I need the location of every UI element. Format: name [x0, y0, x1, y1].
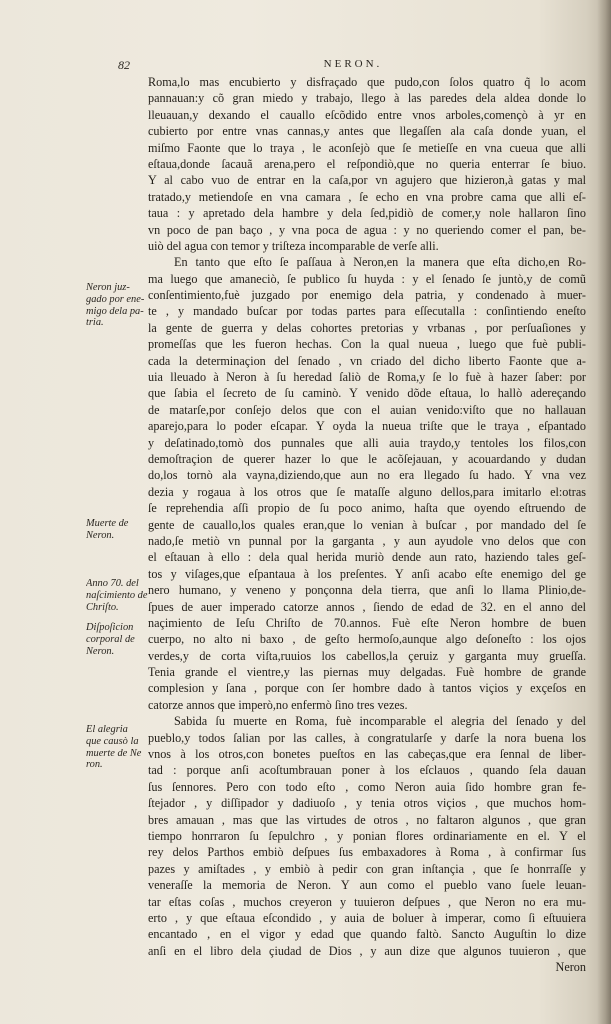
- margin-note-line: Anno 70. del: [86, 578, 139, 589]
- margin-note-line: corporal de: [86, 633, 135, 645]
- margin-note-line: naſcimiento de: [86, 589, 148, 601]
- margin-note-line: gado por ene-: [86, 293, 145, 305]
- text-line: nero humano, y veneno y ponçonna dela tierra, que anſi lo llama Plinio,de-: [148, 583, 586, 598]
- text-line: miſmo Faonte que lo traya , le aconſejò que ſe metieſſe en vna cueua que alli: [148, 140, 586, 155]
- text-line: y deſatinado,tomò dos punnales que alli auia traydo,y tentoles los filos,con: [148, 435, 586, 450]
- margin-note-line: Diſpoſicion: [86, 622, 134, 633]
- text-line: encantado , en el vigor y edad que quando faltò. Sancto Auguſtin lo dize: [148, 927, 586, 942]
- text-line: ſe reprehendia aſſi propio de ſu poco animo, haſta que oyendo eſtruendo de: [148, 501, 586, 516]
- text-line: nado,ſe metiò vn punnal por la garganta , y aun ayudole vno delos que con: [148, 533, 586, 548]
- body-text: [148, 74, 586, 975]
- text-line: de matarſe,por conſejo delos que con el auian venido:viſto que no hallauan: [148, 402, 586, 417]
- margin-note-line: muerte de Ne: [86, 747, 142, 759]
- text-line: eſtaua,donde ſacauã arena,pero el reſpondiò,que no queria enterrar ſe biuo.: [148, 156, 586, 171]
- text-line: ſtejador , y diſſipador y dadiuoſo , y tenia otros viçios , que muchos hom-: [148, 796, 586, 811]
- margin-note: [86, 282, 154, 329]
- text-line: erto , y que eſtaua eſcondido , y auia de boluer à imperar, como ſi eſtuuiera: [148, 910, 586, 925]
- text-line: catorze annos que imperò,no enfermò ſino tres vezes.: [148, 697, 408, 712]
- text-line: gente de cauallo,los quales eran,que lo venian à buſcar , por mandado del ſe: [148, 517, 586, 532]
- text-line: taua : y apretado dela hambre y dela ſed,pidiò de comer,y nole hallaron ſino: [148, 206, 586, 221]
- text-line: Tenia grande el vientre,y las piernas muy delgadas. Fuè hombre de grande: [148, 665, 586, 680]
- text-line: bres amauan , mas que las virtudes de otros , no faltaron algunos , que gran: [148, 812, 586, 827]
- text-line: Neron: [555, 960, 586, 975]
- text-line: tos y viſages,que eſpantaua à los preſentes. Y anſi acabo eſte enemigo del ge: [148, 566, 586, 581]
- text-line: dezia y rogaua à los otros que ſe mataſſe alguno dellos,para imitarlo el:otras: [148, 484, 586, 499]
- margin-note: [86, 724, 154, 771]
- text-line: ſpues de auer imperado catorze annos , ſiendo de edad de 32. en el anno del: [148, 599, 586, 614]
- text-line: cada la determinaçion del ſenado , vn criado del dicho liberto Faonte que a-: [148, 353, 586, 368]
- running-head: NERON.: [323, 58, 383, 70]
- text-line: cuerpo, no alto ni baxo , de geſto hermoſo,aunque algo deſoneſto : los ojos: [148, 632, 586, 647]
- text-line: ſus ſennores. Pero con todo eſto , como Neron auia ſido hombre gran fe-: [148, 779, 586, 794]
- text-line: do,los tornò ala vayna,diziendo,que aun no era llegado ſu hado. Y vna vez: [148, 468, 586, 483]
- margin-note: [86, 518, 154, 542]
- text-line: demoſtraçion de querer hazer lo que le acõſejauan, y acouardando y dudan: [148, 451, 586, 466]
- margin-note-line: migo dela pa-: [86, 305, 144, 317]
- margin-note-line: que causò la: [86, 735, 139, 747]
- margin-note-line: Neron.: [86, 529, 115, 541]
- text-line: que ſabia el ſecreto de ſu caminò. Y venido dõde eſtaua, lo hallò adereçando: [148, 386, 586, 401]
- text-line: veneraſſe la memoria de Neron. Y aun como el pueblo vano ſuele leuan-: [148, 878, 586, 893]
- text-line: tratado,y metiendoſe en vna camara , ſe echo en vna probre cama que alli eſ-: [148, 189, 586, 204]
- text-line: complesion y ſana , porque con ſer hombre dado à tantos viçios y exçeſos en: [148, 681, 586, 696]
- margin-note: [86, 622, 154, 657]
- margin-note-line: Neron juz-: [86, 282, 130, 293]
- text-line: la gente de guerra y delas cohortes pretorias y vrbanas , por perſuaſiones y: [148, 320, 586, 335]
- margin-note-line: ron.: [86, 759, 103, 771]
- text-line: uia lleuado à Neron à ſu heredad ſaliò de Roma,y ſe lo fuè à hazer ſaber: por: [148, 370, 586, 385]
- folio-number: 82: [118, 58, 130, 72]
- text-line: uiò del agua con temor y triſteza incomparable de verſe alli.: [148, 238, 439, 253]
- text-line: conſentimiento,fuè juzgado por enemigo dela patria, y condenado à muer-: [148, 288, 586, 303]
- text-line: vn poco de pan baço , y vna poca de agua : y no queriendo comer el pan, be-: [148, 222, 586, 237]
- text-line: ma luego que amaneciò, ſe publico ſu huyda : y el ſenado ſe juntò,y de comũ: [148, 271, 586, 286]
- text-line: Roma,lo mas encubierto y disfraçado que pudo,con ſolos quatro q̃ lo acom: [148, 75, 586, 89]
- text-line: vnos à los otros,con bonetes pueſtos en las cabeças,que era ſennal de liber-: [148, 747, 586, 762]
- text-line: En tanto que eſto ſe paſſaua à Neron,en la manera que eſta dicho,en Ro-: [174, 255, 586, 270]
- text-line: el eſtauan à ello : dela qual herida muriò dende aun rato, haziendo tales geſ-: [148, 550, 586, 565]
- margin-note-line: El alegria: [86, 724, 128, 735]
- margin-note-line: Muerte de: [86, 518, 129, 529]
- text-line: rey delos Parthos embiò deſpues ſus embaxadores à Roma , à confirmar ſus: [148, 845, 586, 860]
- text-line: tiempo honrraron ſu ſepulchro , y ponian flores ordinariamente en el. Y el: [148, 828, 586, 843]
- text-line: pannauan:y cõ gran miedo y trabajo, llego à las paredes dela aldea donde lo: [148, 91, 586, 106]
- text-line: te , y mandado buſcar por todas partes para eſſecutalla : conſintiendo eneſto: [148, 304, 586, 319]
- text-line: pazes y amiſtades , y embiò à pedir con gran inſtançia , que ſe honrraſſe y: [148, 861, 586, 876]
- page-gutter-shadow: [597, 0, 611, 1024]
- margin-note-line: Neron.: [86, 645, 115, 657]
- text-line: promeſſas que les fueron hechas. Con la qual nueua , luego que fuè publi-: [148, 337, 586, 352]
- text-line: Sabida ſu muerte en Roma, fuè incomparable el alegria del ſenado y del: [174, 714, 586, 729]
- text-line: naçimiento de Ieſu Chriſto de 70.annos. Fuè eſte Neron hombre de buen: [148, 615, 586, 630]
- margin-note: [86, 578, 154, 613]
- margin-note-line: Chriſto.: [86, 601, 119, 613]
- margin-note-line: tria.: [86, 317, 104, 329]
- text-line: aparejo,para lo poder eſcapar. Y oyda la nueua triſte que le traya , eſpantado: [148, 419, 586, 434]
- text-line: Y al cabo vuo de entrar en la caſa,por vn agujero que hizieron,à gatas y mal: [148, 173, 586, 188]
- text-line: anſi en el libro dela çiudad de Dios , y aun dize que algunos tuuieron , que: [148, 943, 586, 958]
- text-line: pueblo,y todos ſalian por las calles, à congratularſe y darſe la nora buena los: [148, 730, 586, 745]
- text-line: cubierto por entre vnas cannas,y antes que llegaſſen ala caſa donde yuan, el: [148, 124, 586, 139]
- text-line: tar eſtas coſas , muchos creyeron y tuuieron deſpues , que Neron no era mu-: [148, 894, 586, 909]
- text-line: tad : porque anſi acoſtumbrauan poner à los eſclauos , quando ſela dauan: [148, 763, 586, 778]
- text-line: lleuauan,y dexando el cauallo eſcõdido entre vnos arboles,començò à yr en: [148, 107, 586, 122]
- text-line: verdes,y de corta viſta,ruuios los cabellos,la çeruiz y garganta muy grueſſa.: [148, 648, 586, 663]
